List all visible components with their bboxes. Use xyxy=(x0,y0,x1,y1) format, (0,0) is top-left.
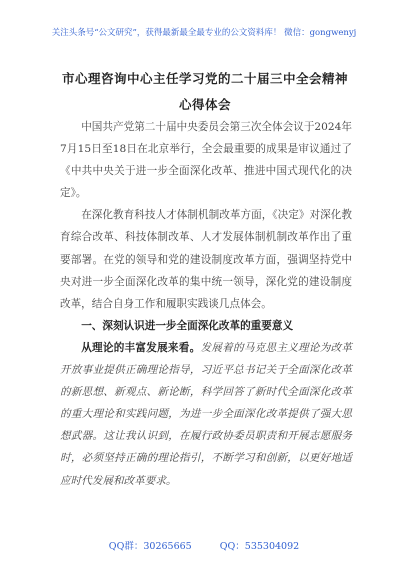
document-title: 市心理咨询中心主任学习党的二十届三中全会精神心得体会 xyxy=(61,71,348,112)
paragraph-theory xyxy=(60,337,352,492)
document-body xyxy=(60,116,352,492)
section-heading: 一、深刻认识进一步全面深化改革的重要意义 xyxy=(81,319,294,332)
header-banner: 关注头条号“公文研究”，获得最新最全最专业的公文资料库！ 微信：gongwenyj xyxy=(51,28,357,38)
paragraph-reform: 在深化教育科技人才体制机制改革方面，《决定》对深化教育综合改革、科技体制改革、人才发展体制机制改革作出了重要部署。在党的领导和党的建设制度改革方面，强调坚持党中央对进一步全面深化改革的集中统一领导，深化党的建设制度改革，结合自身工作和履职实践谈几点体会。 xyxy=(60,209,352,310)
footer-contact xyxy=(0,538,408,552)
section-body: 发展着的马克思主义理论为改革开放事业提供正确理论指导，习近平总书记关于全面深化改革的新思想、新观点、新论断，科学回答了新时代全面深化改革的重大理论和实践问题，为进一步全面深化改革提供了强大思想武器。这让我认识到，在履行政协委员职责和开展志愿服务时，必须坚持正确的理论指引，不断学习和创新，以更好地适应时代发展和改革要求。 xyxy=(60,341,353,487)
section-lead: 从理论的丰富发展来看。 xyxy=(81,341,201,354)
paragraph-intro: 中国共产党第二十届中央委员会第三次全体会议于2024年7月15日至18日在北京举行，全会最重要的成果是审议通过了《中共中央关于进一步全面深化改革、推进中国式现代化的决定》。 xyxy=(60,121,352,200)
footer-qq: QQ：535304092 xyxy=(219,541,300,552)
footer-qq-group: QQ群：30265665 xyxy=(108,541,192,552)
